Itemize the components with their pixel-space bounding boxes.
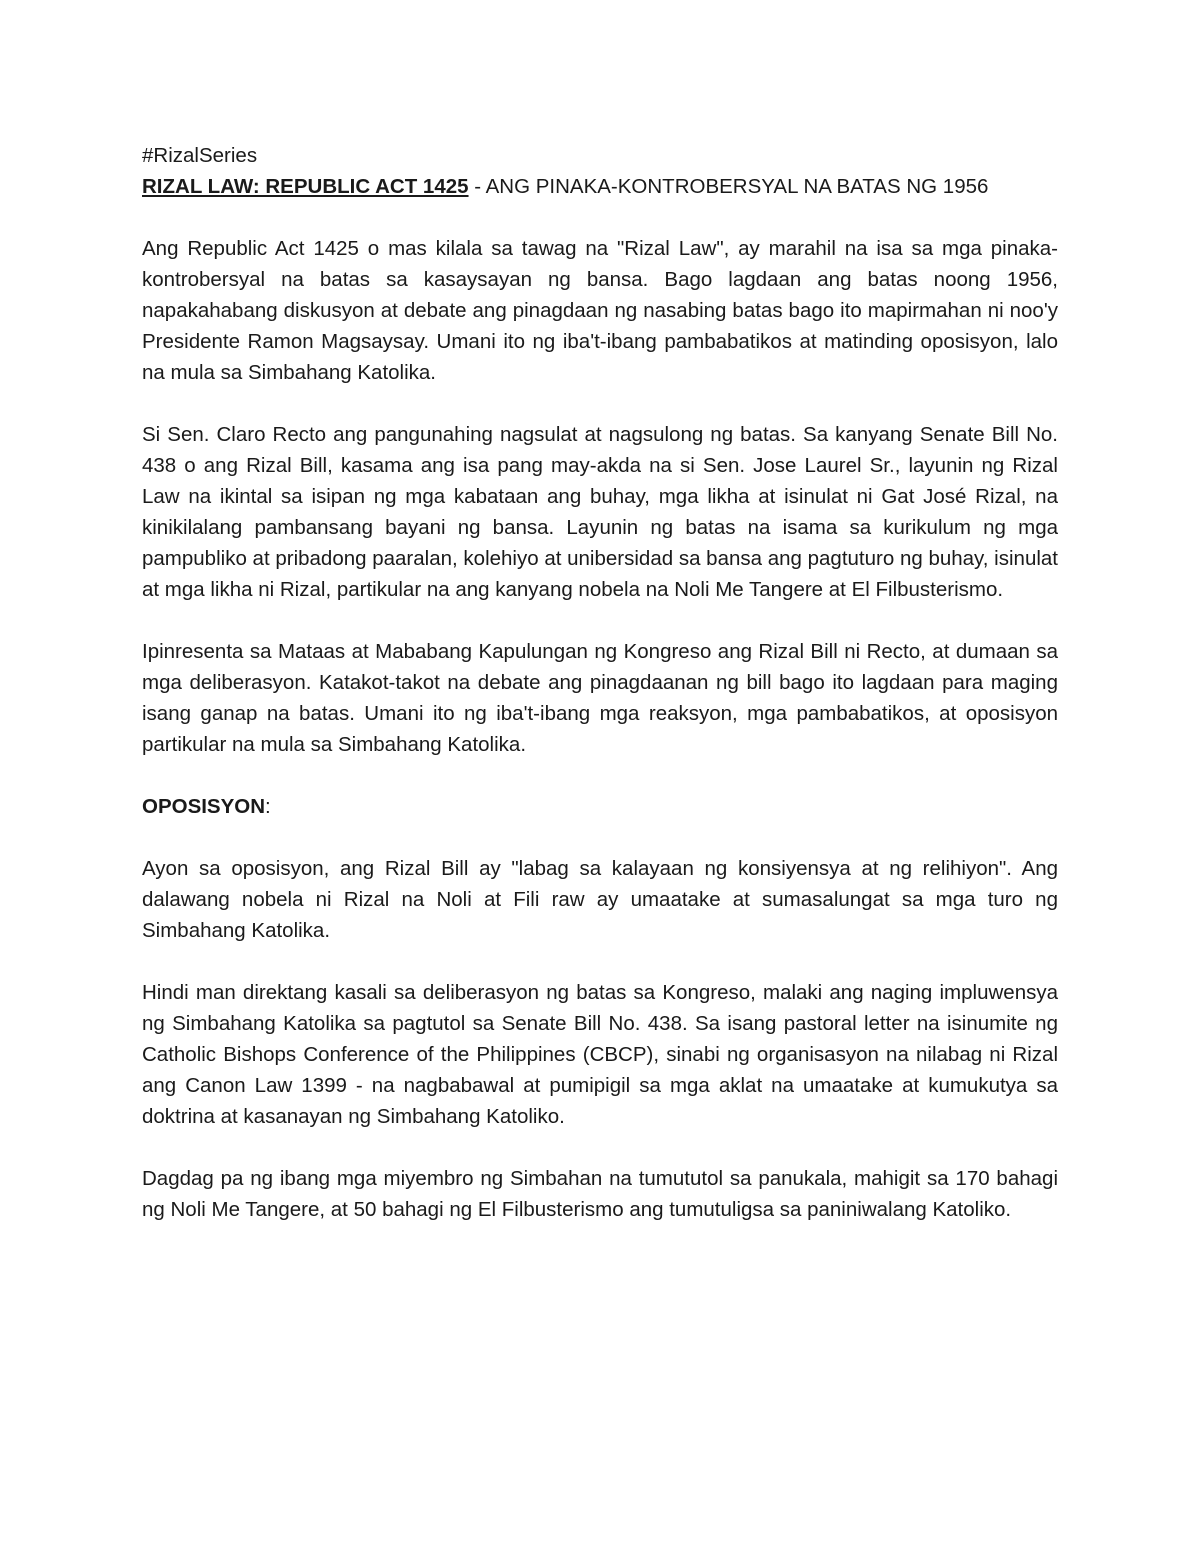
title-rest-part: - ANG PINAKA-KONTROBERSYAL NA BATAS NG 1956 [468,175,989,198]
hashtag: #RizalSeries [142,144,258,167]
paragraph: Ayon sa oposisyon, ang Rizal Bill ay "labag sa kalayaan ng konsiyensya at ng relihiyon". Ang dalawang nobela ni Rizal na Noli at Fili raw ay umaatake at sumasalungat sa mga turo ng Simbahang Katolika. [142,857,1058,942]
section-heading-colon: : [265,795,271,818]
title-bold-part: RIZAL LAW: REPUBLIC ACT 1425 [142,175,469,198]
paragraph: Ang Republic Act 1425 o mas kilala sa tawag na "Rizal Law", ay marahil na isa sa mga pinaka-kontrobersyal na batas sa kasaysayan ng bansa. Bago lagdaan ang batas noong 1956, napakahabang diskusyon at debate ang pinagdaan ng nasabing batas bago ito mapirmahan ni noo'y Presidente Ramon Magsaysay. Umani ito ng iba't-ibang pambabatikos at matinding oposisyon, lalo na mula sa Simbahang Katolika. [142,237,1058,384]
section-heading [142,791,1058,822]
document-title [142,171,1058,202]
paragraph: Ipinresenta sa Mataas at Mababang Kapulungan ng Kongreso ang Rizal Bill ni Recto, at dumaan sa mga deliberasyon. Katakot-takot na debate ang pinagdaanan ng bill bago ito lagdaan para maging isang ganap na batas. Umani ito ng iba't-ibang mga reaksyon, mga pambabatikos, at oposisyon partikular na mula sa Simbahang Katolika. [142,640,1058,756]
paragraph: Hindi man direktang kasali sa deliberasyon ng batas sa Kongreso, malaki ang naging impluwensya ng Simbahang Katolika sa pagtutol sa Senate Bill No. 438. Sa isang pastoral letter na isinumite ng Catholic Bishops Conference of the Philippines (CBCP), sinabi ng organisasyon na nilabag ni Rizal ang Canon Law 1399 - na nagbabawal at pumipigil sa mga aklat na umaatake at kumukutya sa doktrina at kasanayan ng Simbahang Katoliko. [142,981,1058,1128]
section-heading-text: OPOSISYON [142,795,266,818]
paragraph: Si Sen. Claro Recto ang pangunahing nagsulat at nagsulong ng batas. Sa kanyang Senate Bill No. 438 o ang Rizal Bill, kasama ang isa pang may-akda na si Sen. Jose Laurel Sr., layunin ng Rizal Law na ikintal sa isipan ng mga kabataan ang buhay, mga likha at isinulat ni Gat José Rizal, na kinikilalang pambansang bayani ng bansa. Layunin ng batas na isama sa kurikulum ng mga pampubliko at pribadong paaralan, kolehiyo at unibersidad sa bansa ang pagtuturo ng buhay, isinulat at mga likha ni Rizal, partikular na ang kanyang nobela na Noli Me Tangere at El Filbusterismo. [142,423,1058,601]
paragraph: Dagdag pa ng ibang mga miyembro ng Simbahan na tumututol sa panukala, mahigit sa 170 bahagi ng Noli Me Tangere, at 50 bahagi ng El Filbusterismo ang tumutuligsa sa paniniwalang Katoliko. [142,1167,1058,1221]
